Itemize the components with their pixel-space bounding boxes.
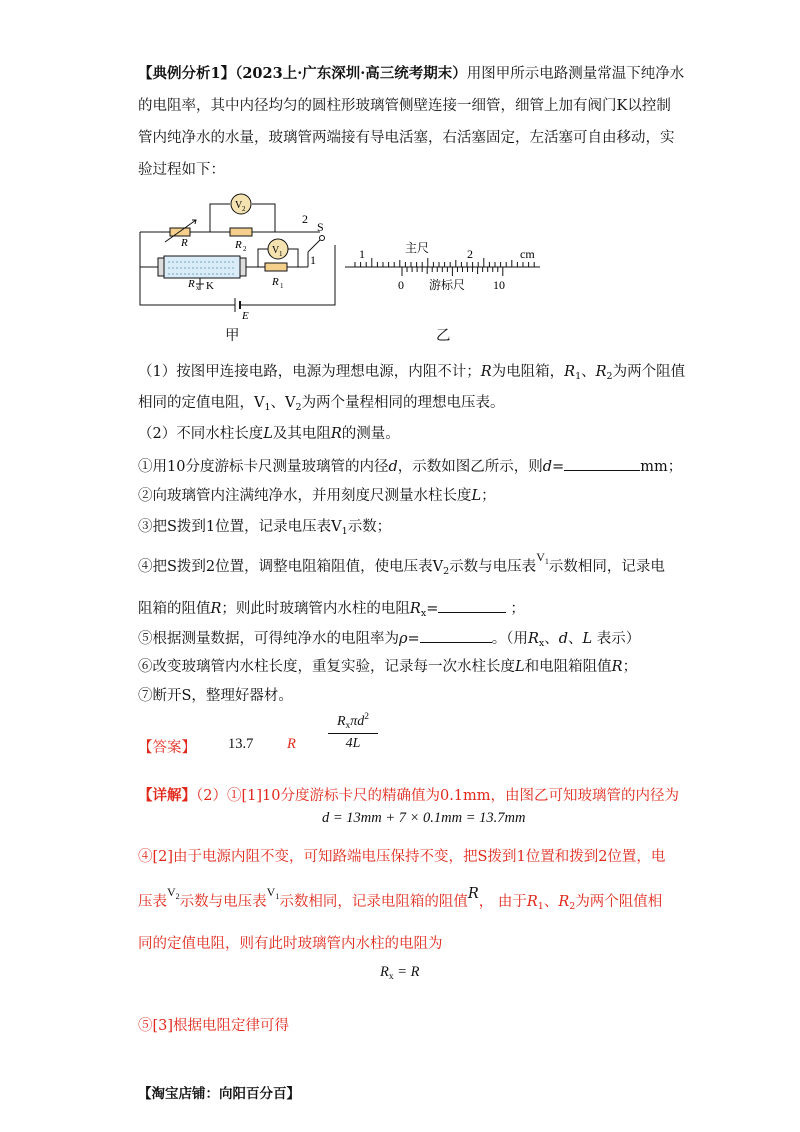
step2-3-text-b: 示数； [347,519,392,535]
label-pos1: 1 [310,253,316,267]
step1-line-1: （1）按图甲连接电路，电源为理想电源，内阻不计；R为电阻箱，$R_1$、$R_2$为两个阻值 [138,364,686,382]
step2-1-d2: d [542,459,553,475]
vernier-caliper [345,240,545,295]
label-R2: R [235,239,242,251]
label-R1-sub: 1 [280,282,284,290]
step2-text-b: 及其电阻 [272,426,331,442]
explain-eq-1: d = 13mm + 7 × 0.1mm = 13.7mm [322,810,526,826]
step2-R: R [330,426,342,442]
label-S: S [317,220,324,234]
step2-item-6 [138,657,637,677]
label-V1: V [272,245,280,256]
label-R2-sub: 2 [243,245,247,253]
step2-item-4: ④把S拨到2位置，调整电阻箱阻值，使电压表$V_2$示数与电压表$V_1$示数相同，记录电 [138,550,665,577]
step2-5-text-c: 。（用 [491,631,528,647]
step2-item-7: ⑦断开S，整理好器材。 [138,688,293,704]
explain-line-1 [138,786,679,806]
explain-eq-2-left: R [380,964,389,980]
problem-line-1 [138,64,684,84]
step2-4-R: R [210,601,222,617]
problem-line-2: 的电阻率，其中内径均匀的圆柱形玻璃管侧壁连接一细管，细管上加有阀门K以控制 [138,98,671,114]
step2-L: L [263,426,273,442]
vernier-label-text: 游标尺 [429,278,466,292]
label-K: K [206,280,214,292]
problem-source: （2023上·广东深圳·高三统考期末） [235,65,467,82]
explain-label: 【详解】 [138,787,196,804]
step2-6-text-a: ⑥改变玻璃管内水柱长度，重复实验，记录每一次水柱长度 [138,659,515,675]
step2-2-text-b: ； [481,488,496,504]
caption-jia: 甲 [225,328,240,344]
explain-eq-2-right: = R [393,964,420,980]
blank-rho[interactable] [420,627,492,643]
main-label-cm: cm [520,247,535,261]
step2-1-text-a: ①用10分度游标卡尺测量玻璃管的内径 [138,459,389,475]
answer-3-den: 4L [345,736,361,751]
label-V1-sub: 1 [279,250,283,258]
step1-text-d: 为两个阻值 [612,364,686,380]
step2-6-R: R [611,659,623,675]
step1-text-b: 为电阻箱， [491,364,565,380]
label-pos2: 2 [302,212,308,226]
step2-item-3: ③把S拨到1位置，记录电压表$V_1$示数； [138,519,392,537]
step2-item-4-cont: 阻箱的阻值R；则此时玻璃管内水柱的电阻$R_x=$ ； [138,597,525,624]
blank-d[interactable] [564,455,640,471]
explain-line-5: ⑤[3]根据电阻定律可得 [138,1018,290,1034]
label-V2: V [235,200,243,211]
step2-1-eq: = [552,459,565,475]
step2-4-text-a: ④把S拨到2位置，调整电阻箱阻值，使电压表V [138,559,444,575]
step2-item-1 [138,455,682,477]
explain-3-text-c: 示数相同，记录电阻箱的阻值 [279,894,468,910]
step1-R1: R [564,364,576,380]
explain-line-2: ④[2]由于电源内阻不变，可知路端电压保持不变，把S拨到1位置和拨到2位置，电 [138,849,666,865]
step2-text-a: （2）不同水柱长度 [138,426,264,442]
answer-1: 13.7 [228,736,254,752]
step2-1-d: d [388,459,398,475]
step1-text-c: 、 [581,364,596,380]
explain-3-text-d: ， 由于 [478,894,527,910]
explain-text-1: （2）①[1]10分度游标卡尺的精确值为0.1mm，由图乙可知玻璃管的内径为 [196,788,680,804]
step1-R2: R [595,364,607,380]
blank-Rx[interactable] [438,597,506,613]
label-V2-sub: 2 [242,205,246,213]
label-E: E [242,310,249,320]
step2-5-sep-2: 、 [568,631,583,647]
step2-4-eq: = [426,601,439,617]
vernier-label-0: 0 [398,278,404,292]
problem-line-4: 验过程如下： [138,162,225,178]
problem-tag: 【典例分析1】 [138,65,236,82]
label-R1: R [272,276,279,288]
step2-4-text-e: ；则此时玻璃管内水柱的电阻 [221,601,410,617]
step1-text-g: 为两个量程相同的理想电压表。 [301,395,505,411]
answer-3-fraction: $R_x\pi d^2$ 4L [328,712,378,752]
main-label-2: 2 [467,247,473,261]
step2-item-5: ⑤根据测量数据，可得纯净水的电阻率为ρ= 。（用$R_x$、d、L 表示） [138,627,640,654]
step2-5-sep-1: 、 [544,631,559,647]
step2-item-2 [138,486,496,506]
step2-6-L: L [515,659,525,675]
answer-3-num-rest: πd [350,714,365,729]
footer-shop: 【淘宝店铺：向阳百分百】 [138,1086,300,1102]
answer-label: 【答案】 [138,740,196,756]
problem-line-3: 管内纯净水的水量，玻璃管两端接有导电活塞，右活塞固定，左活塞可自由移动，实 [138,130,675,146]
step2-5-rho: ρ [399,631,408,647]
vernier-label-10: 10 [493,278,505,292]
answer-3-num-R: R [336,714,346,729]
explain-3-R: R [467,886,479,902]
step2-1-text-b: ，示数如图乙所示，则 [397,459,543,475]
step2-4-text-b: 示数与电压表 [449,559,537,575]
label-Rx: R [188,278,195,290]
step1-text-f: 、V [270,395,296,411]
step2-1-unit: mm； [640,459,683,475]
step1-R: R [480,364,492,380]
main-label-text: 主尺 [405,241,430,255]
step2-2-L: L [471,488,482,504]
label-Rx-sub: x [196,284,200,292]
main-label-1: 1 [359,247,365,261]
explain-line-4: 同的定值电阻，则有此时玻璃管内水柱的电阻为 [138,936,443,952]
problem-intro-1: 用图甲所示电路测量常温下纯净水 [466,66,685,82]
step2-6-text-b: 和电阻箱阻值 [524,659,612,675]
step2-6-text-c: ； [622,659,638,675]
step2-4-text-d: 阻箱的阻值 [138,601,211,617]
caption-yi: 乙 [436,328,451,344]
step2-4-text-g: ； [510,601,525,617]
step2-4-text-c: 示数相同，记录电 [548,559,665,575]
step2-header [138,424,400,444]
explain-3-text-b: 示数与电压表 [179,894,267,910]
step2-5-eq: = [407,631,420,647]
step2-text-c: 的测量。 [341,426,400,442]
step2-3-text: ③把S拨到1位置，记录电压表V [138,519,342,535]
step2-4-Rx: R [409,601,421,617]
step2-2-text-a: ②向玻璃管内注满纯净水，并用刻度尺测量水柱长度 [138,488,472,504]
step2-5-text-f: 表示） [596,631,641,647]
step2-5-text-a: ⑤根据测量数据，可得纯净水的电阻率为 [138,631,399,647]
label-R: R [181,237,188,249]
step1-line-2: 相同的定值电阻，$V_1$、$V_2$为两个量程相同的理想电压表。 [138,395,505,413]
circuit-diagram [130,190,345,320]
explain-line-3: 压表$V_2$示数与电压表$V_1$示数相同，记录电阻箱的阻值R， 由于$R_1$、$R_2$为两个阻值相 [138,885,663,912]
step1-text-a: （1）按图甲连接电路，电源为理想电源，内阻不计； [138,364,481,380]
answer-2: R [287,736,296,752]
explain-3-text-e: 为两个阻值相 [575,894,663,910]
explain-3-text-a: 压表 [138,894,167,910]
step1-text-e: 相同的定值电阻，V [138,395,265,411]
explain-eq-2: $R_x = R$ [380,964,420,982]
